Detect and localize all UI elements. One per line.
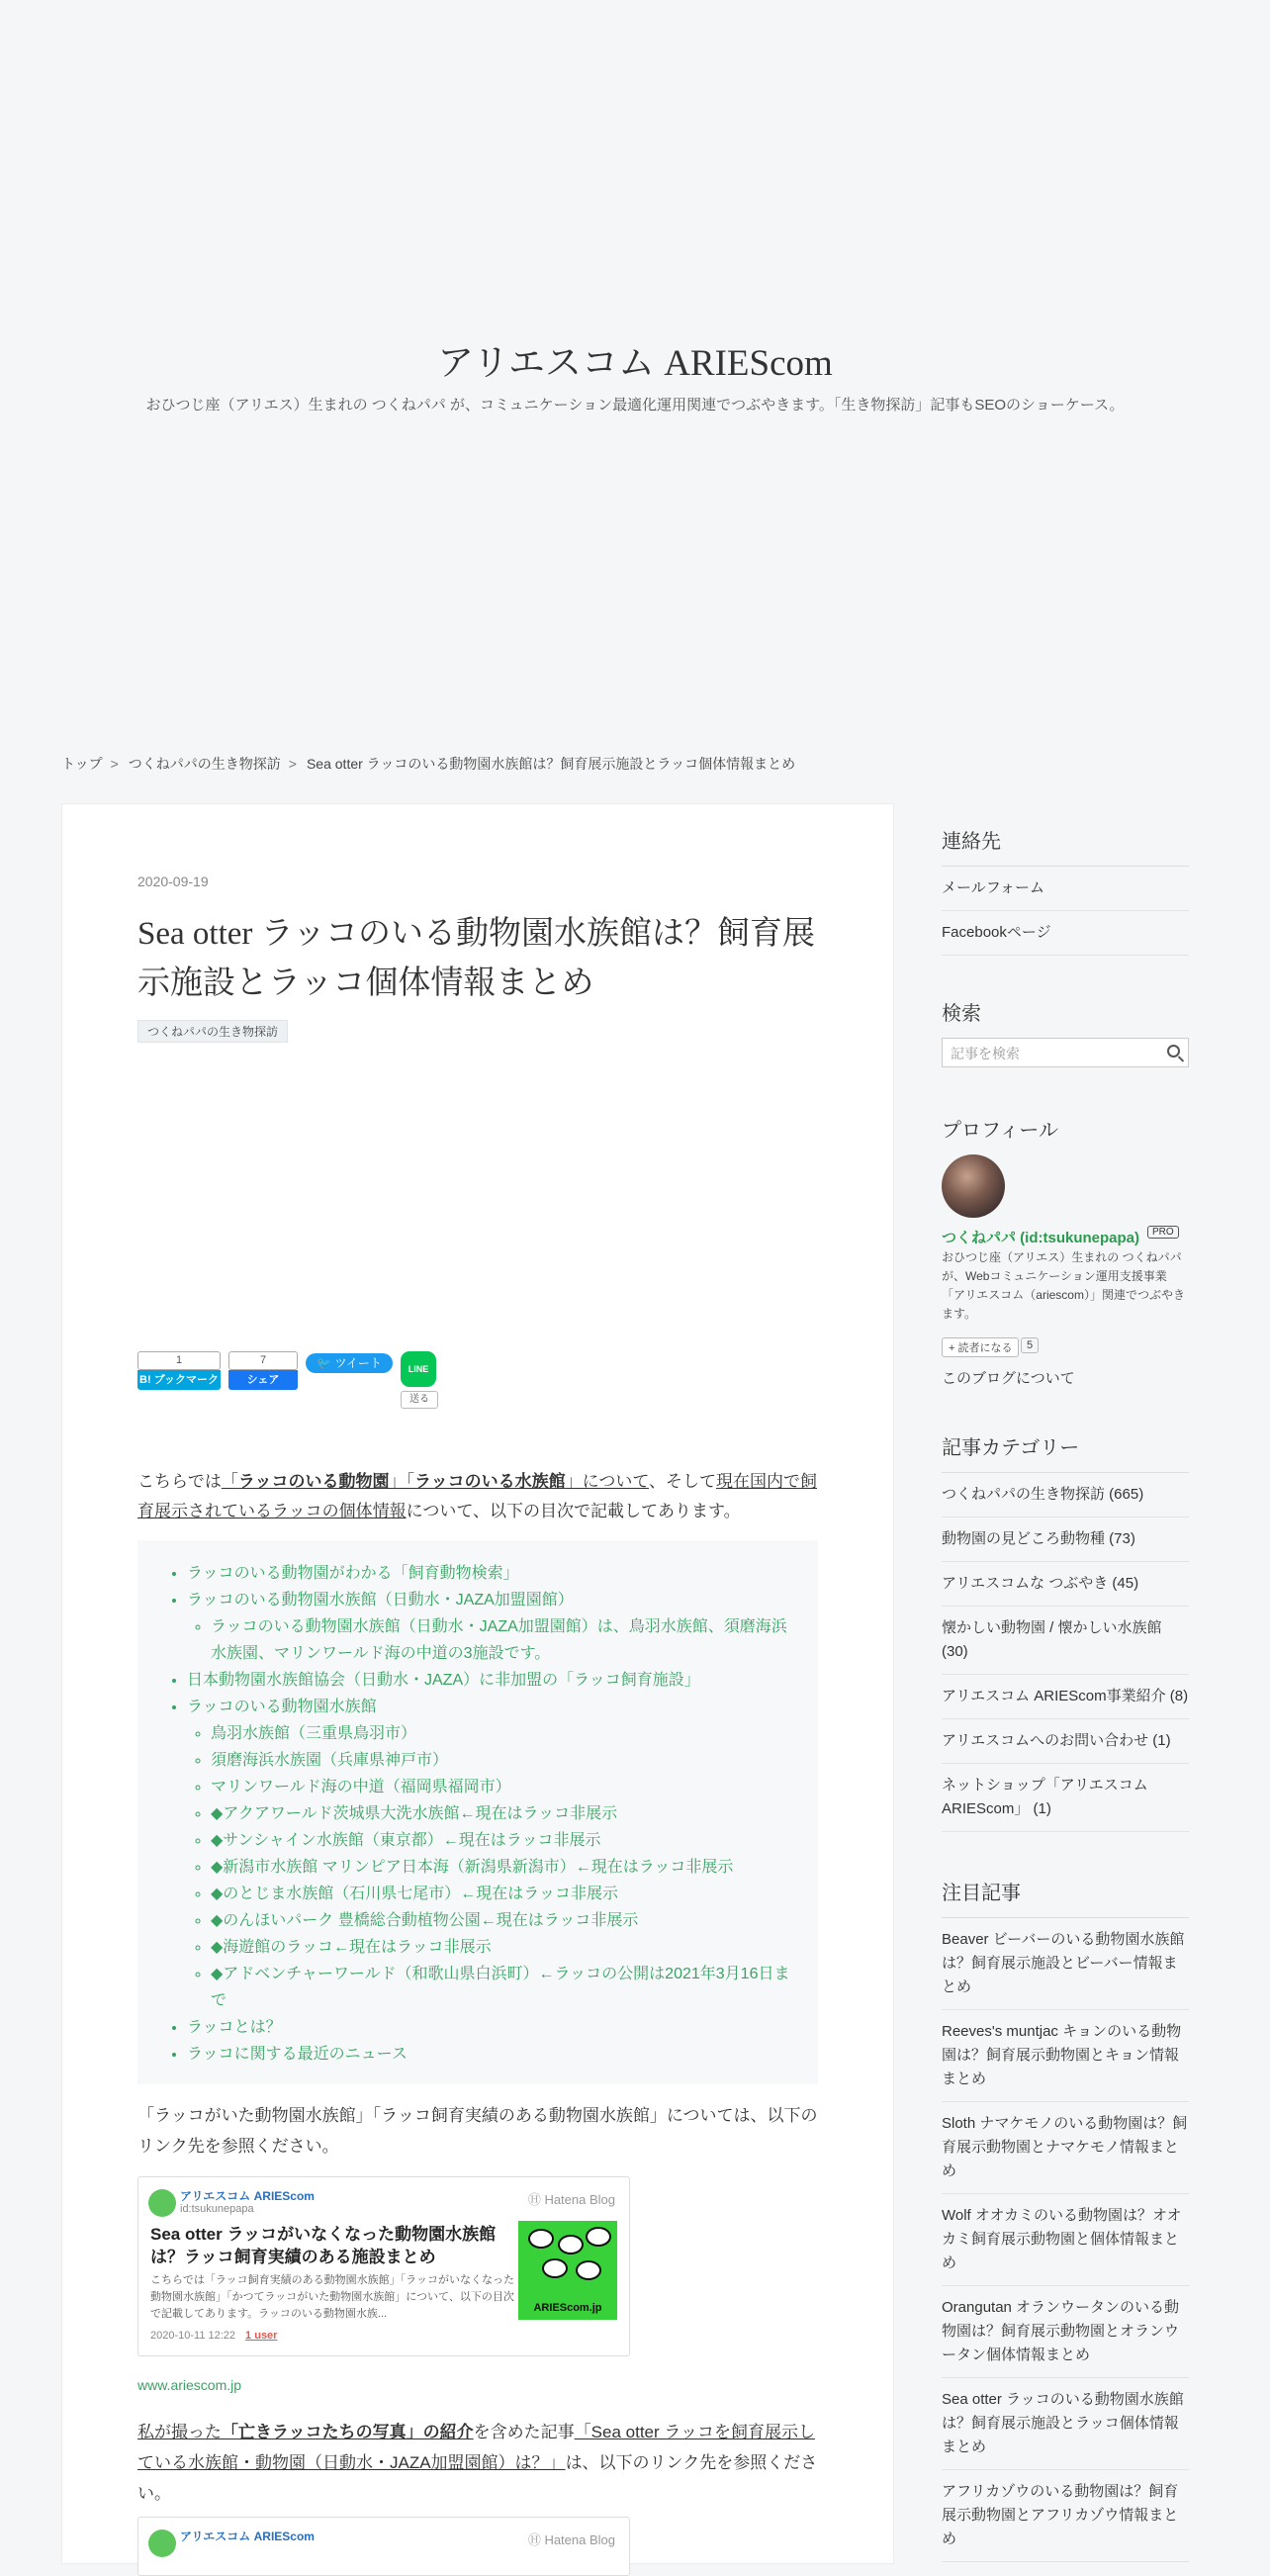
intro-link-1[interactable] [222,1472,649,1491]
breadcrumb-current: Sea otter ラッコのいる動物園水族館は？飼育展示施設とラッコ個体情報まとめ [306,756,796,772]
featured-article[interactable]: Wolf オオカミのいる動物園は？オオカミ飼育展示動物園と個体情報まとめ [942,2194,1189,2286]
search-icon[interactable] [1167,1045,1180,1058]
breadcrumb-separator: > [288,756,297,772]
facebook-count: 7 [228,1351,298,1370]
share-buttons [137,1351,533,1421]
featured-article[interactable]: Sloth ナマケモノのいる動物園は？飼育展示動物園とナマケモノ情報まとめ [942,2102,1189,2194]
breadcrumb-category[interactable]: つくねパパの生き物探訪 [128,756,281,772]
toc-subitem[interactable]: ◦ 須磨海浜水族園（兵庫県神戸市） [211,1747,798,1774]
intro-paragraph [137,1467,822,1526]
search-heading: 検索 [942,1003,981,1025]
sheep-icon [558,2235,584,2254]
blog-avatar-icon [148,2189,176,2217]
bird-icon: 🐦 [317,1356,332,1370]
sidebar-profile [942,1114,1189,1154]
sheep-icon [576,2260,601,2280]
intro-link-2[interactable]: 現在国内で飼育展示されているラッコの個体情報 [137,1472,818,1520]
category-item[interactable]: ネットショップ「アリエスコム ARIEScom」 (1) [942,1764,1189,1832]
para-text: は、以下のリンク先を参照ください。 [137,2453,818,2503]
embed-title[interactable]: Sea otter ラッコがいなくなった動物園水族館は？ラッコ飼育実績のある施設まとめ [150,2225,497,2266]
embed-summary: こちらでは「ラッコ飼育実績のある動物園水族館」「ラッコがいなくなった動物園水族館」「かつてラッコがいた動物園水族館」について、以下の目次で記載してあります。ラッコのいる動物園水族... [150,2274,514,2320]
article-title[interactable]: Sea otter ラッコのいる動物園水族館は？飼育展示施設とラッコ個体情報まとめ [137,916,815,1001]
embed-users[interactable]: 1 user [245,2330,278,2342]
para-text: を含めた記事 [473,2423,575,2441]
intro-text: 「 [221,1472,238,1491]
hatena-brand-label: Hatena Blog [544,2532,615,2547]
hatena-blog-logo: Ⓗ Hatena Blog [527,2532,615,2547]
paragraph-photos [137,2417,822,2509]
toc-item[interactable] [187,1667,798,1694]
intro-text: こちらでは [137,1472,222,1491]
profile-description: おひつじ座（アリエス）生まれの つくねパパ が、Webコミュニケーション運用支援事業「アリエスコム（ariescom）」関連でつぶやきます。 [942,1250,1185,1321]
sidebar-search [942,997,1189,1038]
sheep-icon [542,2258,568,2278]
sidebar-contact [942,825,1189,956]
article-card [61,803,894,2564]
contact-mail-form[interactable]: メールフォーム [942,867,1189,911]
embed-blog-id: id:tsukunepapa [180,2203,254,2215]
toc-label[interactable]: ラッコのいる動物園水族館（日動水・JAZA加盟園館） [187,1592,574,1609]
contact-heading: 連絡先 [942,825,1189,867]
search-placeholder: 記事を検索 [951,1046,1020,1061]
line-label: 送る [401,1391,438,1409]
subscribe-button[interactable]: + 読者になる [942,1337,1019,1357]
intro-text: について、以下の目次で記載してあります。 [406,1502,741,1520]
sheep-icon [586,2227,611,2247]
category-tag[interactable]: つくねパパの生き物探訪 [137,1020,288,1043]
category-item[interactable]: アリエスコムへのお問い合わせ (1) [942,1719,1189,1764]
toc-subitem[interactable]: ◦ マリンワールド海の中道（福岡県福岡市） [211,1774,798,1800]
blog-card-embed[interactable] [137,2176,630,2356]
toc-subitem[interactable]: ◦ ◆サンシャイン水族館（東京都）←現在はラッコ非展示 [211,1827,798,1854]
article-date[interactable]: 2020-09-19 [137,874,209,889]
subscriber-count: 5 [1021,1337,1039,1353]
toc-subitem[interactable]: ◦ ◆新潟市水族館 マリンピア日本海（新潟県新潟市）←現在はラッコ非展示 [211,1854,798,1881]
toc-subitem[interactable]: ◦ 鳥羽水族館（三重県鳥羽市） [211,1720,798,1747]
toc-item[interactable] [187,1587,798,1667]
toc-subitem[interactable]: ◦ ◆海遊館のラッコ←現在はラッコ非展示 [211,1934,798,1961]
embed-thumbnail[interactable] [518,2221,617,2320]
toc-item[interactable] [187,2014,798,2041]
facebook-share-button[interactable] [228,1351,298,1390]
featured-heading: 注目記事 [942,1877,1189,1918]
category-item[interactable]: 懐かしい動物園 / 懐かしい水族館 (30) [942,1607,1189,1675]
facebook-label: シェア [228,1370,298,1390]
blog-avatar-icon [148,2530,176,2557]
breadcrumb [61,754,803,774]
toc-subitem[interactable]: ◦ ◆のんほいパーク 豊橋総合動植物公園←現在はラッコ非展示 [211,1907,798,1934]
tweet-button[interactable] [306,1353,393,1373]
para-link-photos[interactable] [137,2423,474,2441]
toc-subitem[interactable]: ◦ ラッコのいる動物園水族館（日動水・JAZA加盟園館）は、鳥羽水族館、須磨海浜水族園、マリンワールド海の中道の3施設です。 [211,1613,798,1667]
toc-label[interactable]: ラッコのいる動物園水族館 [187,1699,377,1715]
para-text: 私が撮った [137,2423,222,2441]
profile-heading: プロフィール [942,1120,1058,1142]
category-item[interactable]: つくねパパの生き物探訪 (665) [942,1473,1189,1518]
toc-item[interactable] [187,2041,798,2068]
featured-article[interactable]: Sea otter ラッコのいる動物園水族館は？飼育展示施設とラッコ個体情報まとめ [942,2378,1189,2470]
search-input[interactable] [942,1038,1189,1067]
breadcrumb-top[interactable]: トップ [61,756,103,772]
sidebar-featured [942,1877,1189,2562]
hatena-label: B! ブックマーク [137,1370,221,1390]
intro-text: 、そして [649,1472,717,1491]
hatena-brand-label: Hatena Blog [544,2192,615,2207]
embed-meta [150,2330,277,2342]
toc-list [187,1560,798,2068]
category-item[interactable]: アリエスコムな つぶやき (45) [942,1562,1189,1607]
toc-item[interactable] [187,1694,798,2014]
breadcrumb-separator: > [110,756,119,772]
site-title[interactable]: アリエスコム ARIEScom [437,343,833,384]
hatena-blog-logo: Ⓗ Hatena Blog [527,2192,615,2207]
pro-badge: PRO [1147,1226,1179,1239]
tweet-label: ツイート [334,1356,382,1370]
blog-header [0,0,1270,732]
toc-sublist [187,1613,798,1667]
embed-host-link[interactable]: www.ariescom.jp [137,2377,242,2393]
intro-text: 」「 [389,1472,415,1491]
toc-label[interactable]: ラッコとは？ [187,2019,282,2036]
intro-bold: ラッコのいる水族館 [414,1472,566,1491]
featured-article[interactable]: Beaver ビーバーのいる動物園水族館は？飼育展示施設とビーバー情報まとめ [942,1918,1189,2010]
embed-blog-name[interactable]: アリエスコム ARIEScom [180,2189,315,2203]
categories-heading: 記事カテゴリー [942,1431,1189,1473]
line-icon: LINE [401,1351,436,1387]
avatar[interactable] [942,1154,1005,1218]
featured-article[interactable]: Orangutan オランウータンのいる動物園は？飼育展示動物園とオランウータン個体情報まとめ [942,2286,1189,2378]
featured-article[interactable]: アフリカゾウのいる動物園は？飼育展示動物園とアフリカゾウ情報まとめ [942,2470,1189,2562]
table-of-contents [137,1540,818,2084]
paragraph-reference: 「ラッコがいた動物園水族館」「ラッコ飼育実績のある動物園水族館」については、以下のリンク先を参照ください。 [137,2106,818,2156]
toc-label[interactable]: 日本動物園水族館協会（日動水・JAZA）に非加盟の「ラッコ飼育施設」 [187,1672,700,1689]
toc-label[interactable]: ラッコに関する最近のニュース [187,2046,408,2063]
line-share-button[interactable] [401,1351,438,1409]
para-bold: 「亡きラッコたちの写真」の紹介 [222,2423,474,2441]
toc-subitem[interactable]: ◦ ◆アドベンチャーワールド（和歌山県白浜町）←ラッコの公開は2021年3月16日まで [211,1961,798,2014]
sheep-icon [528,2229,554,2249]
para-link-article[interactable]: 「Sea otter ラッコを飼育展示している水族館・動物園（日動水・JAZA加盟園館）は？」 [137,2423,816,2472]
toc-sublist [187,1720,798,2014]
sidebar-categories [942,1431,1189,1832]
category-item[interactable]: アリエスコム ARIEScom事業紹介 (8) [942,1675,1189,1719]
embed-datetime: 2020-10-11 12:22 [150,2330,236,2342]
about-blog-link[interactable]: このブログについて [942,1370,1075,1387]
embed-blog-name[interactable]: アリエスコム ARIEScom [180,2530,315,2543]
site-description: おひつじ座（アリエス）生まれの つくねパパ が、コミュニケーション最適化運用関連でつぶやきます。「生き物探訪」記事もSEOのショーケース。 [145,397,1125,414]
intro-text: 」について [565,1472,650,1491]
profile-name[interactable]: つくねパパ (id:tsukunepapa) [942,1230,1140,1246]
hatena-bookmark-button[interactable] [137,1351,221,1390]
thumbnail-text: ARIEScom.jp [533,2302,602,2314]
toc-subitem[interactable]: ◦ ◆のとじま水族館（石川県七尾市）←現在はラッコ非展示 [211,1881,798,1907]
toc-subitem[interactable]: ◦ ◆アクアワールド茨城県大洗水族館←現在はラッコ非展示 [211,1800,798,1827]
hatena-count: 1 [137,1351,221,1370]
category-item[interactable]: 動物園の見どころ動物種 (73) [942,1518,1189,1562]
blog-card-embed-2[interactable] [137,2517,630,2576]
intro-bold: ラッコのいる動物園 [237,1472,390,1491]
toc-item[interactable] [187,1560,798,1587]
featured-article[interactable]: Reeves's muntjac キョンのいる動物園は？飼育展示動物園とキョン情報まとめ [942,2010,1189,2102]
contact-facebook-page[interactable]: Facebookページ [942,911,1189,956]
toc-label[interactable]: ラッコのいる動物園がわかる「飼育動物検索」 [187,1565,519,1582]
